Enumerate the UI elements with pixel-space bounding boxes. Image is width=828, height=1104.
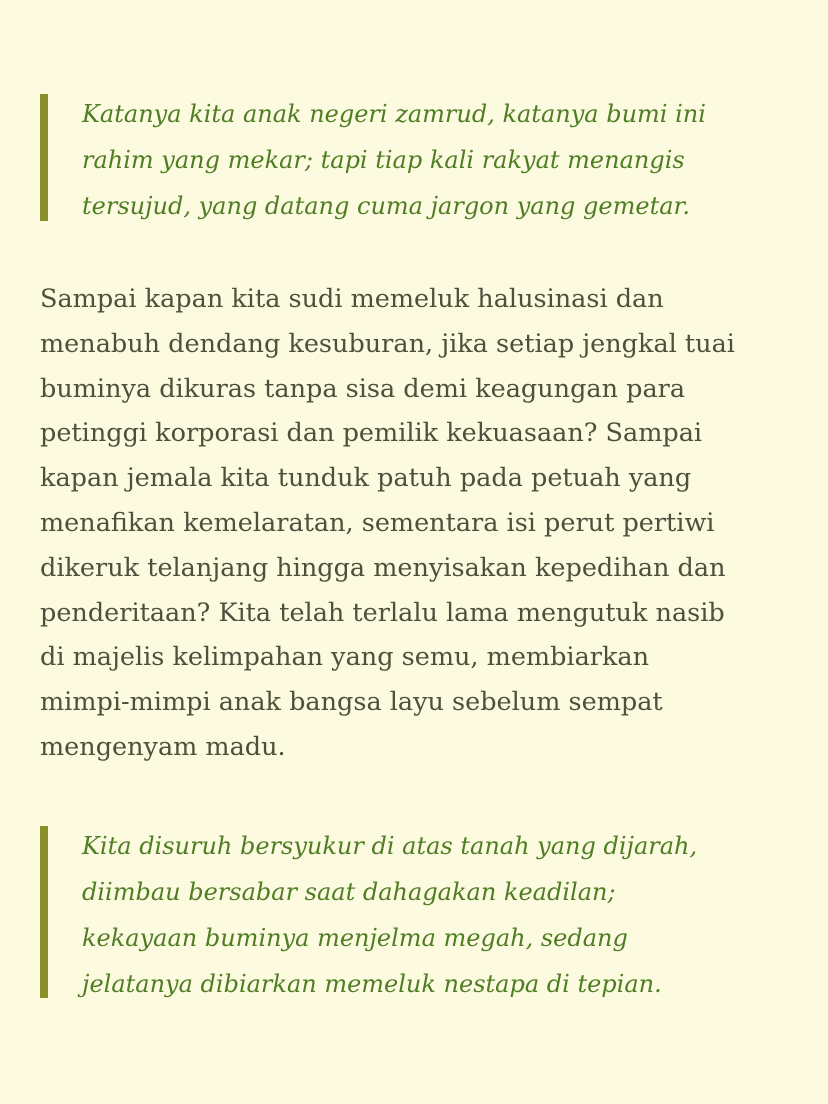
paragraph-line: penderitaan? Kita telah terlalu lama mengutuk nasib (40, 597, 725, 628)
blockquote-bottom (40, 826, 800, 998)
paragraph-line: petinggi korporasi dan pemilik kekuasaan? Sampai (40, 418, 703, 449)
paragraph-line: dikeruk telanjang hingga menyisakan kepedihan dan (40, 552, 726, 583)
paragraph-line: menabuh dendang kesuburan, jika setiap jengkal tuai (40, 328, 735, 359)
quote-line: Katanya kita anak negeri zamrud, katanya bumi ini (82, 100, 706, 128)
quote-line: tersujud, yang datang cuma jargon yang gemetar. (82, 192, 690, 220)
paragraph-line: buminya dikuras tanpa sisa demi keagungan para (40, 373, 686, 404)
paragraph-line: di majelis kelimpahan yang semu, membiarkan (40, 642, 650, 673)
paragraph-line: mimpi-mimpi anak bangsa layu sebelum sempat (40, 687, 663, 718)
paragraph-line: menafikan kemelaratan, sementara isi perut pertiwi (40, 507, 715, 538)
body-paragraph (40, 277, 825, 770)
quote-line: kekayaan buminya menjelma megah, sedang (82, 924, 628, 952)
quote-line: rahim yang mekar; tapi tiap kali rakyat menangis (82, 146, 685, 174)
quote-line: jelatanya dibiarkan memeluk nestapa di tepian. (82, 970, 662, 998)
paragraph-line: kapan jemala kita tunduk patuh pada petuah yang (40, 463, 692, 494)
blockquote-top (40, 94, 800, 221)
quote-line: Kita disuruh bersyukur di atas tanah yang dijarah, (82, 832, 698, 860)
quote-line: diimbau bersabar saat dahagakan keadilan; (82, 878, 616, 906)
paragraph-line: Sampai kapan kita sudi memeluk halusinasi dan (40, 284, 664, 314)
paragraph-line: mengenyam madu. (40, 731, 286, 762)
